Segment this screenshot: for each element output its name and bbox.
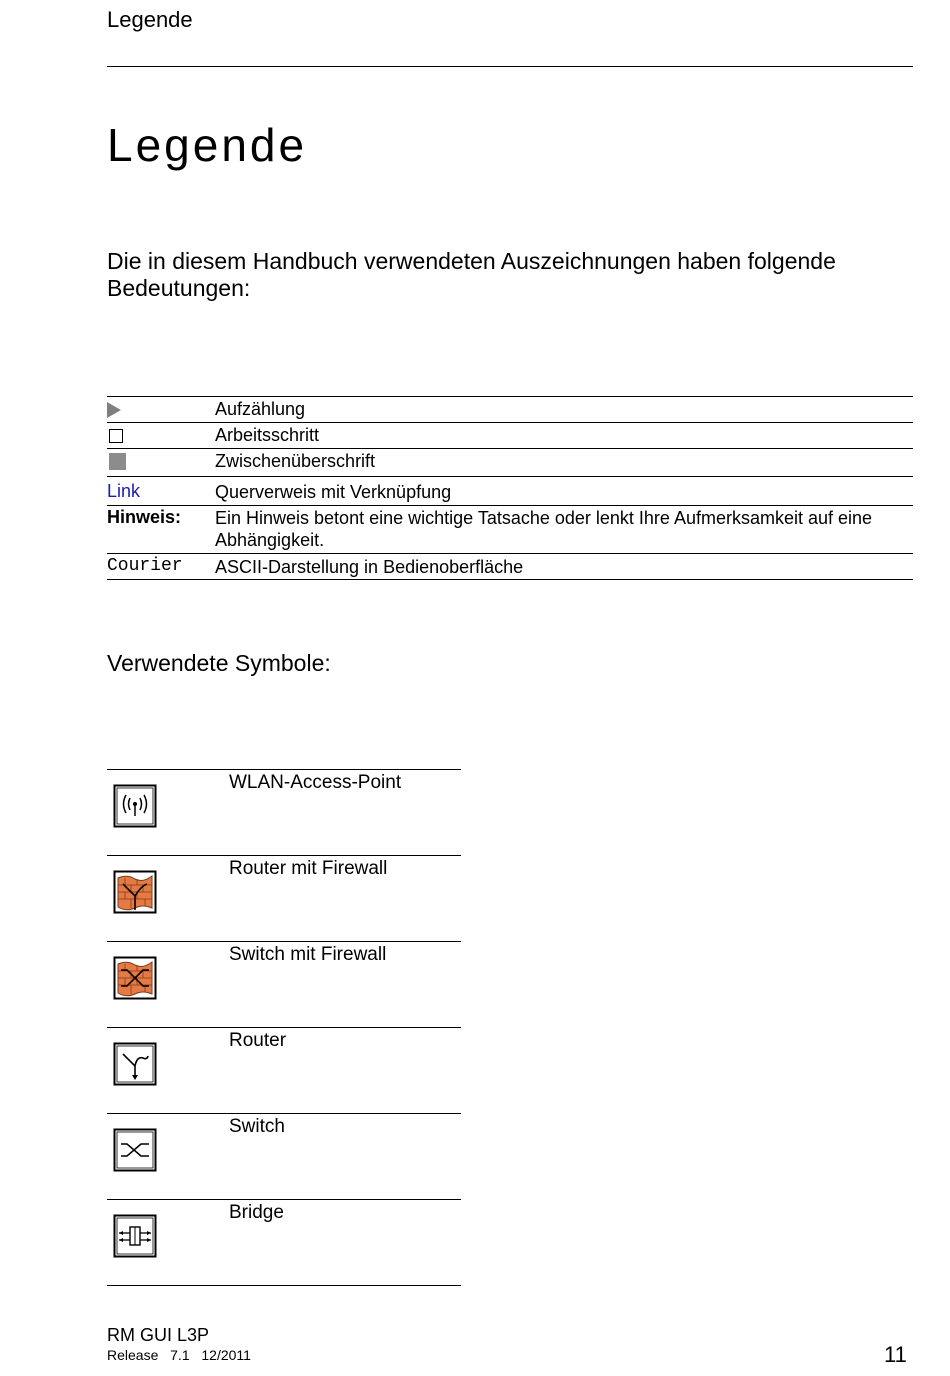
table-rule bbox=[107, 448, 913, 449]
page-title: Legende bbox=[107, 119, 308, 171]
symbol-row bbox=[107, 1113, 461, 1199]
triangle-bullet-icon bbox=[107, 402, 121, 418]
table-rule bbox=[107, 553, 913, 554]
symbol-label: Bridge bbox=[229, 1202, 284, 1223]
running-header: Legende bbox=[107, 7, 193, 32]
legend-description: Aufzählung bbox=[215, 399, 306, 419]
router-firewall-icon bbox=[113, 870, 157, 914]
symbols-heading: Verwendete Symbole: bbox=[107, 650, 331, 676]
table-rule bbox=[107, 422, 913, 423]
legend-description: Zwischenüberschrift bbox=[215, 451, 376, 471]
intro-text: Die in diesem Handbuch verwendeten Auszeichnungen haben folgende Bedeutungen: bbox=[107, 248, 836, 301]
table-rule bbox=[107, 505, 913, 506]
router-icon bbox=[113, 1042, 157, 1086]
legend-description: Ein Hinweis betont eine wichtige Tatsache oder lenkt Ihre Aufmerksamkeit auf eine Abhängigkeit. bbox=[215, 508, 873, 550]
legend-description: ASCII-Darstellung in Bedienoberfläche bbox=[215, 557, 524, 577]
bridge-icon bbox=[113, 1214, 157, 1258]
switch-icon bbox=[113, 1128, 157, 1172]
symbol-label: Switch mit Firewall bbox=[229, 944, 387, 965]
symbol-label: Switch bbox=[229, 1116, 285, 1137]
wlan-access-point-icon bbox=[113, 784, 157, 828]
link-marker: Link bbox=[107, 481, 141, 501]
footer-product: RM GUI L3P bbox=[107, 1325, 210, 1345]
symbol-row bbox=[107, 855, 461, 941]
symbol-label: Router bbox=[229, 1030, 287, 1051]
table-rule bbox=[107, 579, 913, 580]
symbol-row bbox=[107, 769, 461, 855]
table-rule bbox=[107, 396, 913, 397]
symbol-label: WLAN-Access-Point bbox=[229, 772, 402, 793]
courier-marker: Courier bbox=[107, 556, 183, 576]
legend-description: Querverweis mit Verknüpfung bbox=[215, 482, 452, 502]
symbol-row bbox=[107, 1027, 461, 1113]
symbol-row bbox=[107, 941, 461, 1027]
table-rule bbox=[107, 1285, 461, 1286]
hinweis-marker: Hinweis: bbox=[107, 507, 182, 527]
filled-square-icon bbox=[109, 453, 126, 470]
symbol-row bbox=[107, 1199, 461, 1285]
page-number: 11 bbox=[884, 1342, 907, 1367]
switch-firewall-icon bbox=[113, 956, 157, 1000]
empty-square-icon bbox=[109, 429, 123, 443]
symbol-label: Router mit Firewall bbox=[229, 858, 388, 879]
footer-release: Release 7.1 12/2011 bbox=[107, 1347, 251, 1363]
table-rule bbox=[107, 476, 913, 477]
header-divider bbox=[107, 66, 913, 67]
legend-description: Arbeitsschritt bbox=[215, 425, 320, 445]
